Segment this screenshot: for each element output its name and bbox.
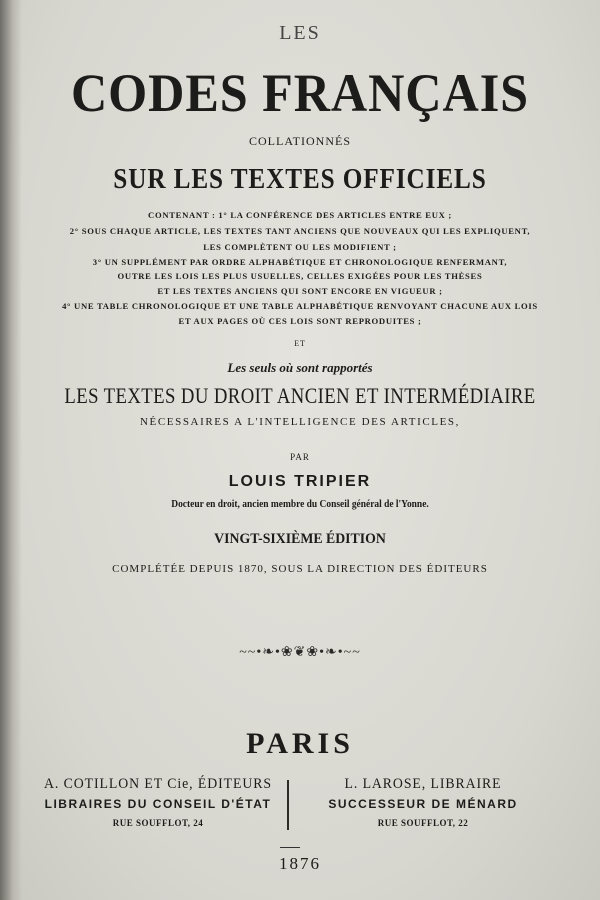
- year-rule: [280, 847, 300, 848]
- publication-city: PARIS: [246, 727, 354, 760]
- publication-year: 1876: [279, 854, 321, 873]
- left-publisher-name: A. COTILLON ET Cie, ÉDITEURS: [44, 776, 272, 792]
- author-name: LOUIS TRIPIER: [228, 473, 372, 490]
- edition-label: VINGT-SIXIÈME ÉDITION: [214, 531, 386, 547]
- article-les: LES: [279, 22, 321, 44]
- contents-line: LES COMPLÈTENT OU LES MODIFIENT ;: [203, 242, 397, 252]
- droit-ancien-heading: LES TEXTES DU DROIT ANCIEN ET INTERMÉDIAIRE: [64, 383, 536, 408]
- contents-line: 2° SOUS CHAQUE ARTICLE, LES TEXTES TANT ANCIENS QUE NOUVEAUX QUI LES EXPLIQUENT,: [69, 226, 531, 236]
- right-publisher-subtitle: SUCCESSEUR DE MÉNARD: [328, 797, 518, 811]
- contents-line: 4° UNE TABLE CHRONOLOGIQUE ET UNE TABLE ALPHABÉTIQUE RENVOYANT CHACUNE AUX LOIS: [62, 301, 538, 311]
- main-title: CODES FRANÇAIS: [70, 63, 530, 123]
- edition-note: COMPLÉTÉE DEPUIS 1870, SOUS LA DIRECTION DES ÉDITEURS: [112, 563, 488, 575]
- right-publisher-address: RUE SOUFFLOT, 22: [377, 818, 469, 828]
- ornament-divider: ~~•❧•❀❦❀•❧•~~: [239, 645, 361, 660]
- contents-line: CONTENANT : 1° LA CONFÉRENCE DES ARTICLES ENTRE EUX ;: [148, 210, 452, 220]
- par-label: PAR: [290, 452, 310, 462]
- necessaires-line: NÉCESSAIRES A L'INTELLIGENCE DES ARTICLES,: [140, 416, 460, 428]
- right-publisher-name: L. LAROSE, LIBRAIRE: [344, 776, 502, 792]
- collationnes-label: COLLATIONNÉS: [249, 134, 351, 148]
- contents-line: OUTRE LES LOIS LES PLUS USUELLES, CELLES EXIGÉES POUR LES THÈSES: [117, 271, 483, 281]
- subtitle: SUR LES TEXTES OFFICIELS: [113, 164, 487, 195]
- left-publisher-address: RUE SOUFFLOT, 24: [112, 818, 204, 828]
- conjunction-et: ET: [294, 339, 306, 348]
- publisher-divider: [287, 780, 289, 830]
- contents-line: ET AUX PAGES OÙ CES LOIS SONT REPRODUITES ;: [178, 316, 422, 326]
- author-credentials: Docteur en droit, ancien membre du Conseil général de l'Yonne.: [171, 499, 429, 510]
- seuls-rapportes-line: Les seuls où sont rapportés: [227, 360, 373, 375]
- contents-line: 3° UN SUPPLÉMENT PAR ORDRE ALPHABÉTIQUE ET CHRONOLOGIQUE RENFERMANT,: [92, 257, 508, 267]
- contents-line: ET LES TEXTES ANCIENS QUI SONT ENCORE EN VIGUEUR ;: [157, 286, 443, 296]
- left-publisher-subtitle: LIBRAIRES DU CONSEIL D'ÉTAT: [44, 797, 272, 811]
